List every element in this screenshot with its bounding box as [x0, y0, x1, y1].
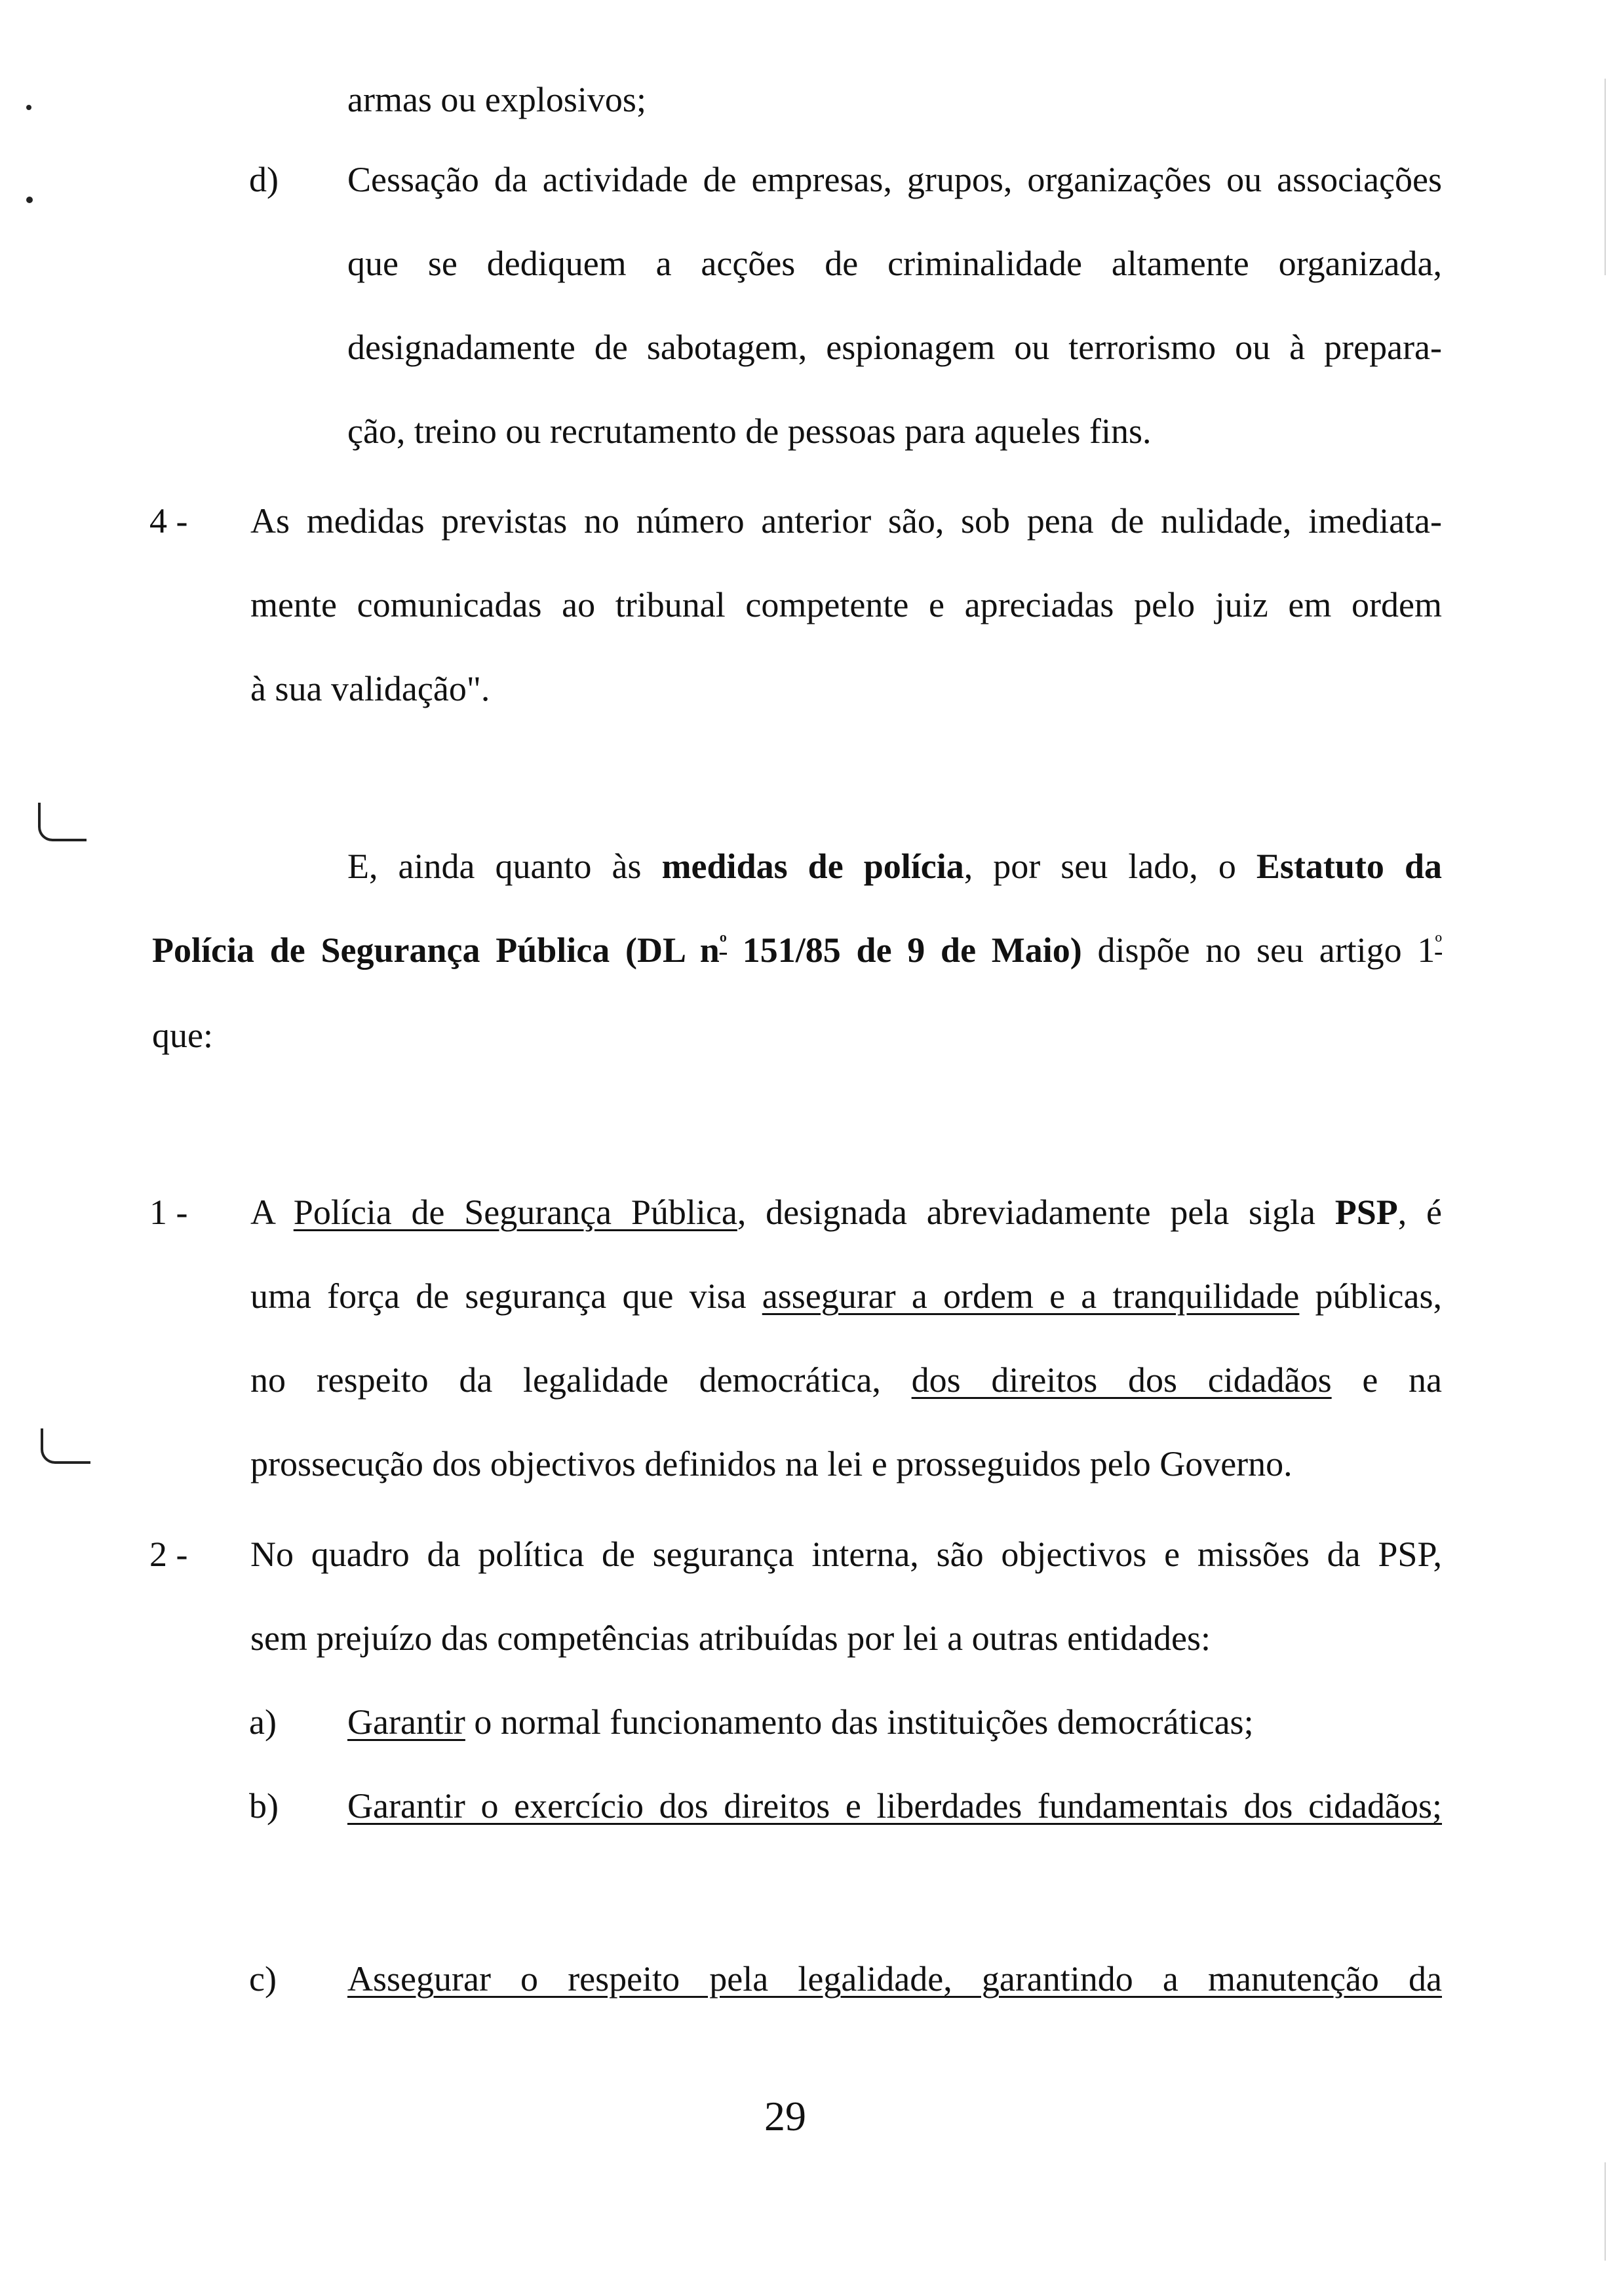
list-item-line: Garantir o exercício dos direitos e liberdades fundamentais dos cidadãos; — [347, 1786, 1442, 1826]
paragraph-line: que: — [152, 1016, 213, 1055]
list-item-line: designadamente de sabotagem, espionagem ou terrorismo ou à prepara- — [347, 328, 1442, 367]
margin-mark — [41, 1428, 90, 1464]
list-item-line: uma força de segurança que visa assegurar a ordem e a tranquilidade públicas, — [250, 1276, 1442, 1316]
list-item-line: no respeito da legalidade democrática, dos direitos dos cidadãos e na — [250, 1360, 1442, 1400]
list-item-line: A Polícia de Segurança Pública, designada abreviadamente pela sigla PSP, é — [250, 1193, 1442, 1232]
margin-mark — [38, 803, 87, 841]
list-label: 2 - — [149, 1535, 188, 1574]
page-number: 29 — [764, 2093, 806, 2139]
list-item-line: Assegurar o respeito pela legalidade, garantindo a manutenção da — [347, 1959, 1442, 1999]
list-label: b) — [249, 1786, 279, 1826]
list-item-line: ção, treino ou recrutamento de pessoas para aqueles fins. — [347, 411, 1152, 451]
list-item-line: No quadro da política de segurança interna, são objectivos e missões da PSP, — [250, 1535, 1442, 1574]
list-item-line: As medidas previstas no número anterior são, sob pena de nulidade, imediata- — [250, 501, 1442, 541]
list-item-line: à sua validação". — [250, 669, 490, 708]
list-label: c) — [249, 1959, 277, 1999]
list-item-line: Cessação da actividade de empresas, grupos, organizações ou associações — [347, 160, 1442, 199]
scan-speck — [26, 197, 33, 203]
scan-speck — [26, 105, 31, 110]
list-label: d) — [249, 160, 279, 199]
scan-edge-line — [1605, 79, 1606, 275]
list-item-continuation: armas ou explosivos; — [347, 80, 646, 119]
paragraph-line: E, ainda quanto às medidas de polícia, por seu lado, o Estatuto da — [347, 847, 1442, 886]
paragraph-line: Polícia de Segurança Pública (DL $n^º$ 151/85 de 9 de Maio) dispõe no seu artigo $1^º$ — [152, 930, 1442, 970]
list-item-line: mente comunicadas ao tribunal competente e apreciadas pelo juiz em ordem — [250, 585, 1442, 624]
list-item-line: sem prejuízo das competências atribuídas por lei a outras entidades: — [250, 1618, 1211, 1658]
scan-edge-line — [1605, 2162, 1606, 2261]
list-label: 1 - — [149, 1193, 188, 1232]
list-label: 4 - — [149, 501, 188, 541]
list-item-line: Garantir o normal funcionamento das instituições democráticas; — [347, 1702, 1254, 1742]
list-item-line: prossecução dos objectivos definidos na lei e prosseguidos pelo Governo. — [250, 1444, 1293, 1483]
list-item-line: que se dediquem a acções de criminalidade altamente organizada, — [347, 244, 1442, 283]
list-label: a) — [249, 1702, 277, 1742]
